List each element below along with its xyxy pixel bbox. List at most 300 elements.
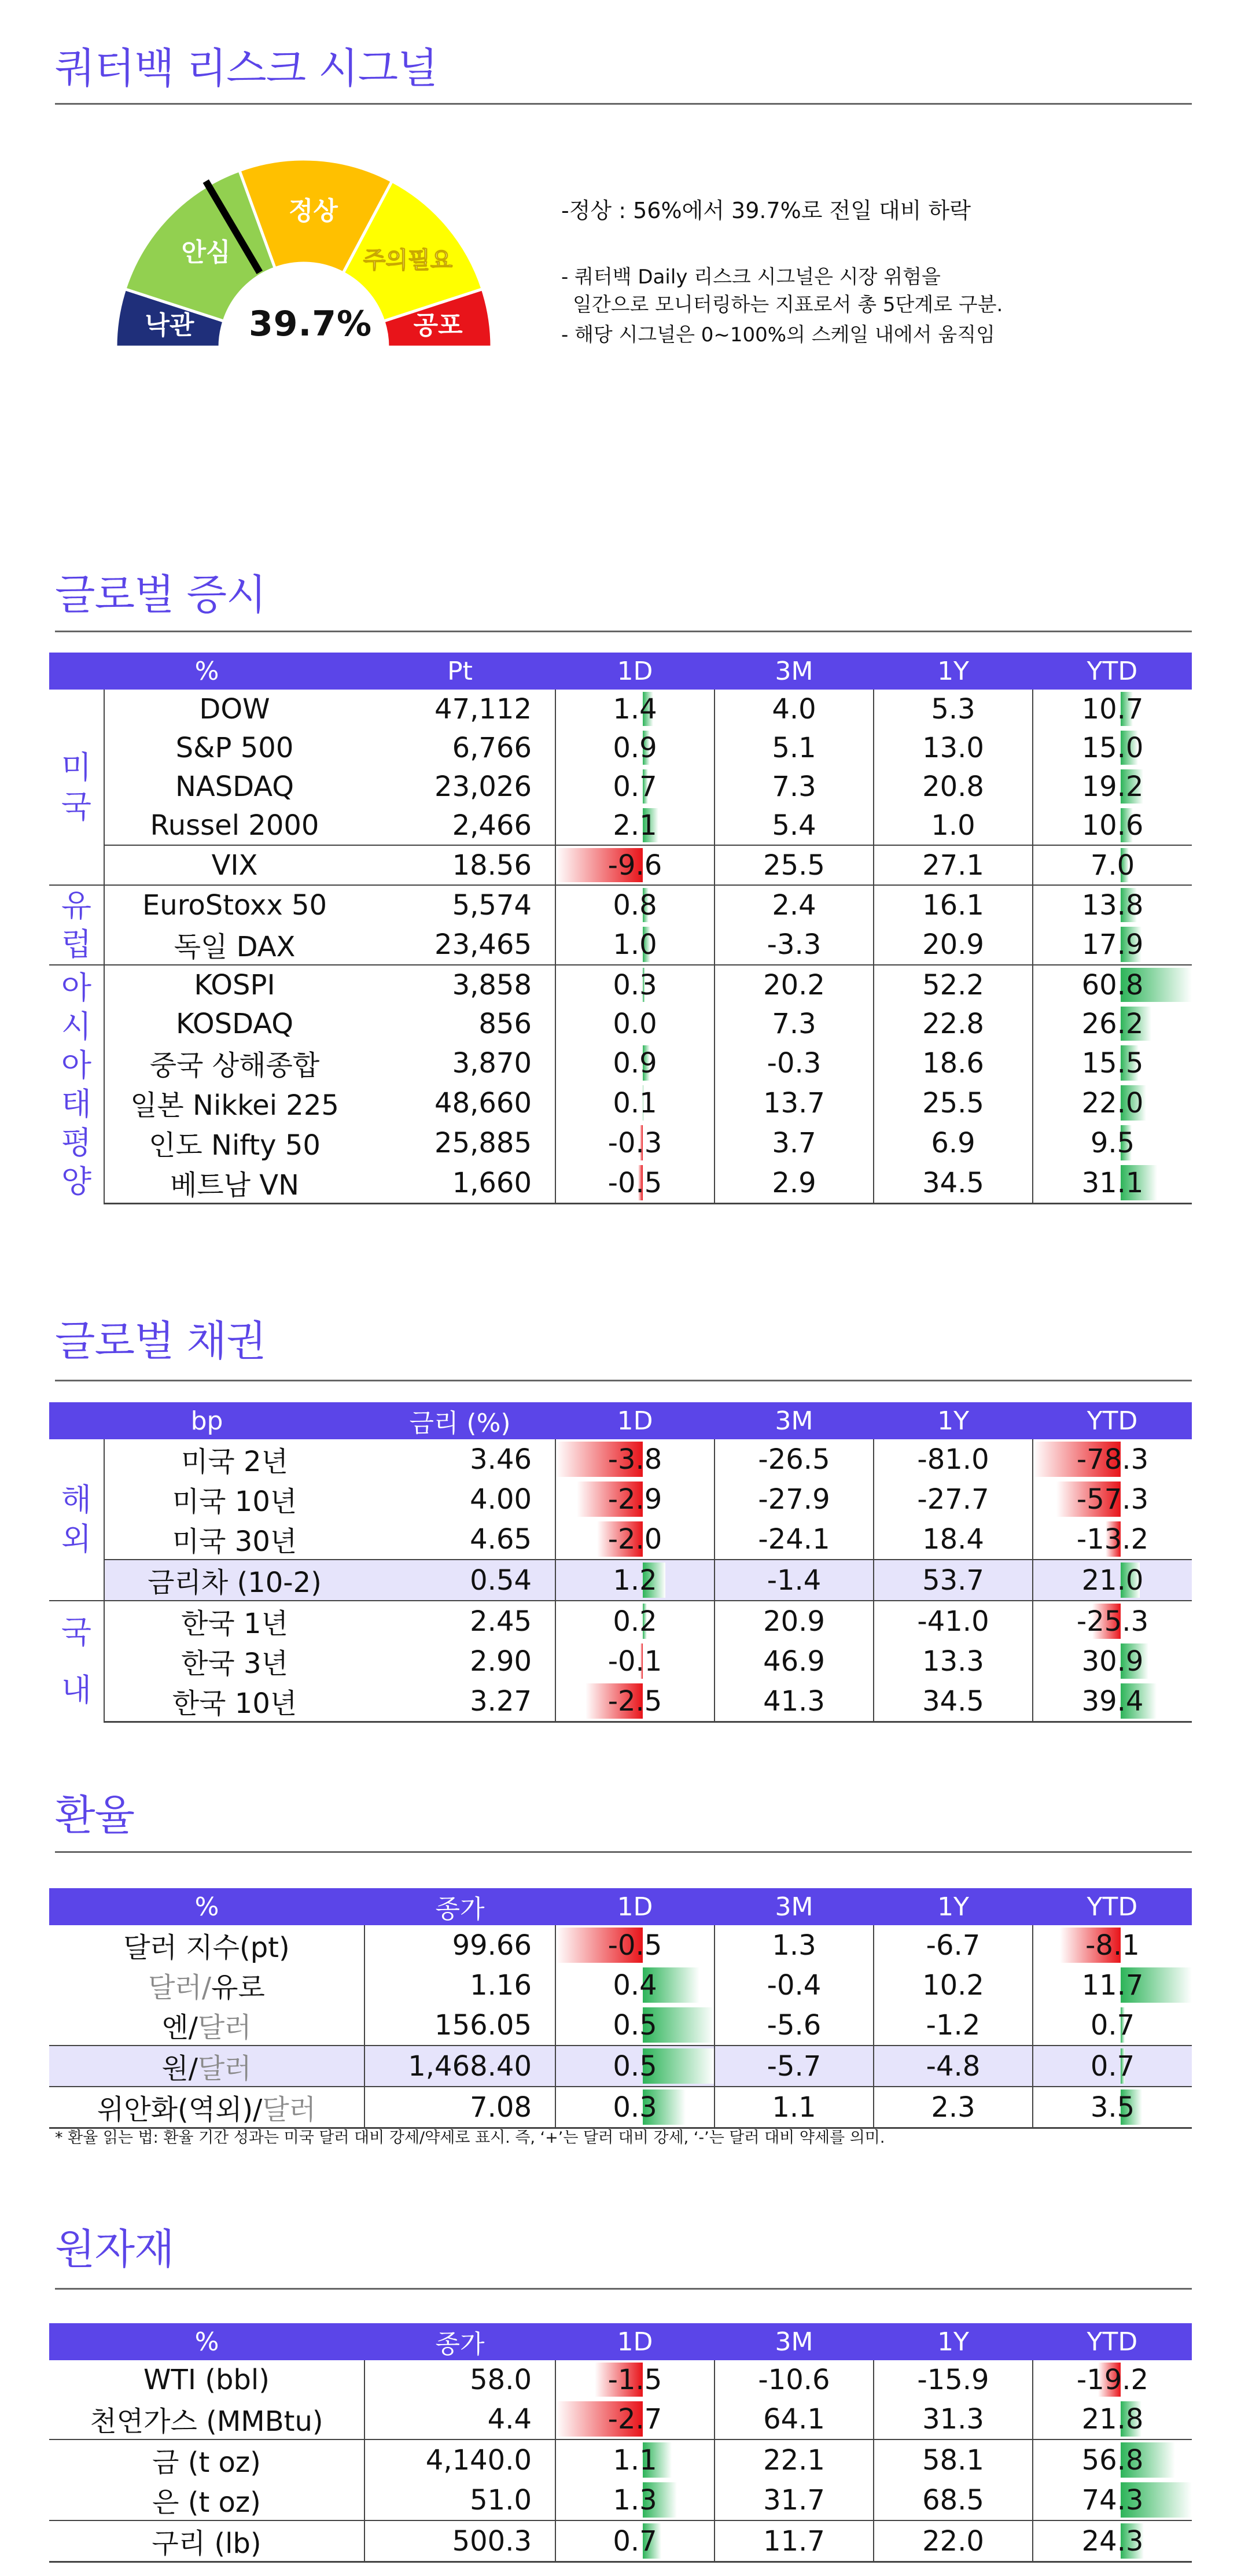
bar-value: 7.0 xyxy=(1090,849,1135,882)
value-cell: 20.2 xyxy=(715,965,874,1004)
bonds-table xyxy=(49,1402,1192,1723)
value-cell: 베트남 VN xyxy=(104,1163,364,1204)
value-cell: 22.1 xyxy=(715,2439,874,2480)
bar-value: -2.7 xyxy=(607,2402,662,2435)
value-cell: -81.0 xyxy=(874,1439,1033,1479)
value-cell: 58.0 xyxy=(364,2360,555,2399)
bar-value: 3.5 xyxy=(1090,2091,1135,2124)
bar-value: 0.7 xyxy=(1090,2050,1135,2083)
col-header: 3M xyxy=(715,1888,874,1925)
bar-cell xyxy=(555,1681,715,1722)
value-cell: 13.3 xyxy=(874,1641,1033,1681)
table-row xyxy=(49,2520,1192,2562)
table-row xyxy=(49,2087,1192,2128)
bar-value: 1.1 xyxy=(613,2444,657,2477)
bar-cell xyxy=(1033,1519,1192,1560)
value-cell: 은 (t oz) xyxy=(49,2480,364,2520)
value-cell: VIX xyxy=(104,845,364,885)
bar-cell xyxy=(555,690,715,728)
table-row xyxy=(49,2480,1192,2520)
value-cell: EuroStoxx 50 xyxy=(104,885,364,924)
bar-value: 0.3 xyxy=(613,968,657,1001)
bar-cell xyxy=(555,845,715,885)
value-cell: 20.8 xyxy=(874,767,1033,806)
fx-name xyxy=(49,2046,364,2087)
value-cell: 23,465 xyxy=(364,924,555,965)
value-cell: DOW xyxy=(199,692,270,725)
bar-value: 1.3 xyxy=(613,2483,657,2516)
bar-cell xyxy=(555,1560,715,1601)
bar-cell xyxy=(1033,1681,1192,1722)
table-row xyxy=(49,2360,1192,2399)
col-header: YTD xyxy=(1033,1402,1192,1439)
value-cell: 4.4 xyxy=(364,2399,555,2439)
bar-value: 60.8 xyxy=(1081,968,1144,1001)
value-cell: 64.1 xyxy=(715,2399,874,2439)
bar-value: 11.7 xyxy=(1081,1969,1144,2002)
col-header: 3M xyxy=(715,1402,874,1439)
bar-value: -13.2 xyxy=(1076,1523,1149,1556)
value-cell: 2.3 xyxy=(874,2087,1033,2128)
region-label: 미국 xyxy=(49,690,104,885)
table-row xyxy=(49,2439,1192,2480)
bonds-section-title: 글로벌 채권 xyxy=(55,1317,266,1365)
value-cell: 2,466 xyxy=(364,806,555,845)
gauge-label: 주의필요 xyxy=(363,246,453,274)
bar-cell xyxy=(1033,1083,1192,1123)
col-header: 3M xyxy=(715,2323,874,2360)
value-cell: 18.4 xyxy=(874,1519,1033,1560)
value-cell: -27.9 xyxy=(715,1479,874,1519)
table-row xyxy=(49,1163,1192,1204)
bar-value: 21.0 xyxy=(1081,1564,1144,1597)
bar-value: 1.4 xyxy=(613,692,657,725)
bar-cell xyxy=(1033,1479,1192,1519)
bar-value: 10.6 xyxy=(1081,809,1144,842)
value-cell: 1.3 xyxy=(715,1925,874,1965)
bar-value: 22.0 xyxy=(1081,1086,1144,1119)
value-cell: 4,140.0 xyxy=(364,2439,555,2480)
value-cell: 34.5 xyxy=(874,1681,1033,1722)
region-label: 해외 xyxy=(49,1439,104,1601)
value-cell: 5,574 xyxy=(364,885,555,924)
bar-value: 0.2 xyxy=(613,1605,657,1638)
risk-note-main: -정상 : 56%에서 39.7%로 전일 대비 하락 xyxy=(561,198,971,223)
value-cell: 7.3 xyxy=(715,1004,874,1043)
value-cell: 5.4 xyxy=(715,806,874,845)
value-cell: 4.65 xyxy=(364,1519,555,1560)
value-cell: 1,660 xyxy=(364,1163,555,1204)
bar-cell xyxy=(1033,2439,1192,2480)
bar-cell xyxy=(555,2046,715,2087)
value-cell: 41.3 xyxy=(715,1681,874,1722)
bar-value: -0.3 xyxy=(607,1126,662,1159)
bar-value: -3.8 xyxy=(607,1443,662,1476)
value-cell: 천연가스 (MMBtu) xyxy=(49,2399,364,2439)
value-cell: 금리차 (10-2) xyxy=(104,1560,364,1601)
value-cell: 31.7 xyxy=(715,2480,874,2520)
value-cell: -1.2 xyxy=(874,2005,1033,2046)
divider xyxy=(55,1380,1192,1381)
table-row xyxy=(49,1965,1192,2005)
value-cell: 13.7 xyxy=(715,1083,874,1123)
bar-cell xyxy=(1033,1163,1192,1204)
bar-value: 0.3 xyxy=(613,2091,657,2124)
bar-cell xyxy=(555,1163,715,1204)
fx-footnote: * 환율 읽는 법: 환율 기간 성과는 미국 달러 대비 강세/약세로 표시. 즉, ‘+’는 달러 대비 강세, ‘-’는 달러 대비 약세를 의미. xyxy=(55,2129,885,2147)
value-cell: 독일 DAX xyxy=(174,931,296,963)
value-cell: 5.1 xyxy=(715,728,874,767)
col-header: YTD xyxy=(1033,2323,1192,2360)
value-cell: 20.9 xyxy=(874,924,1033,965)
value-cell: 0.54 xyxy=(364,1560,555,1601)
value-cell: 6,766 xyxy=(364,728,555,767)
value-cell: -4.8 xyxy=(874,2046,1033,2087)
value-cell: 68.5 xyxy=(874,2480,1033,2520)
bar-value: 31.1 xyxy=(1081,1166,1144,1199)
value-cell: 27.1 xyxy=(874,845,1033,885)
fx-name-part: 달러 xyxy=(197,2011,252,2044)
fx-name xyxy=(49,1965,364,2005)
value-cell: 한국 3년 xyxy=(181,1648,288,1680)
table-row xyxy=(49,845,1192,885)
value-cell: 18.56 xyxy=(364,845,555,885)
table-row xyxy=(49,2046,1192,2087)
value-cell: 한국 1년 xyxy=(104,1601,364,1641)
bar-value: 13.8 xyxy=(1081,889,1144,922)
value-cell: 22.0 xyxy=(874,2520,1033,2562)
bar-cell xyxy=(555,1479,715,1519)
value-cell: -15.9 xyxy=(874,2360,1033,2399)
bar-cell xyxy=(555,1123,715,1163)
table-row xyxy=(49,924,1192,965)
value-cell: 7.08 xyxy=(364,2087,555,2128)
risk-note-2: - 해당 시그널은 0~100%의 스케일 내에서 움직임 xyxy=(561,323,995,347)
risk-section-title: 쿼터백 리스크 시그널 xyxy=(55,44,437,93)
table-row xyxy=(49,1004,1192,1043)
value-cell: 46.9 xyxy=(715,1641,874,1681)
bar-cell xyxy=(555,728,715,767)
bar-cell xyxy=(1033,1043,1192,1083)
value-cell: 156.05 xyxy=(364,2005,555,2046)
divider xyxy=(55,1851,1192,1853)
value-cell: KOSDAQ xyxy=(176,1007,293,1040)
bar-cell xyxy=(555,2520,715,2562)
value-cell: 500.3 xyxy=(364,2520,555,2562)
gauge-label: 공포 xyxy=(413,311,463,341)
bar-value: 0.4 xyxy=(613,1969,657,2002)
table-row xyxy=(49,1641,1192,1681)
value-cell: 6.9 xyxy=(874,1123,1033,1163)
value-cell: 1.0 xyxy=(874,806,1033,845)
value-cell: 미국 10년 xyxy=(172,1486,297,1518)
value-cell: 25.5 xyxy=(874,1083,1033,1123)
bar-cell xyxy=(1033,767,1192,806)
bar-cell xyxy=(1033,2520,1192,2562)
bar-cell xyxy=(555,1083,715,1123)
bar-value: -0.5 xyxy=(607,1166,662,1199)
equity-table xyxy=(49,653,1192,1204)
fx-section-title: 환율 xyxy=(55,1791,135,1840)
value-cell: 1.16 xyxy=(364,1965,555,2005)
bar-value: -2.0 xyxy=(607,1523,662,1556)
value-cell: 미국 2년 xyxy=(181,1446,288,1478)
value-cell: 2.4 xyxy=(715,885,874,924)
bar-cell xyxy=(555,924,715,965)
bar-value: -0.1 xyxy=(607,1645,662,1678)
col-header: 1Y xyxy=(874,653,1033,690)
bar-value: 0.7 xyxy=(613,770,657,803)
value-cell: 47,112 xyxy=(364,690,555,728)
table-row xyxy=(49,2005,1192,2046)
value-cell: KOSPI xyxy=(104,965,364,1004)
col-header: Pt xyxy=(364,653,555,690)
value-cell: -0.3 xyxy=(715,1043,874,1083)
bar-cell xyxy=(1033,965,1192,1004)
value-cell: 2.9 xyxy=(715,1163,874,1204)
value-cell: 52.2 xyxy=(874,965,1033,1004)
bar-cell xyxy=(555,965,715,1004)
value-cell: 3,870 xyxy=(364,1043,555,1083)
bar-value: 10.7 xyxy=(1081,692,1144,725)
table-row xyxy=(49,767,1192,806)
bar-cell xyxy=(555,1601,715,1641)
bar-cell xyxy=(555,2399,715,2439)
value-cell: -6.7 xyxy=(874,1925,1033,1965)
value-cell: 4.00 xyxy=(364,1479,555,1519)
region-label: 국내 xyxy=(49,1601,104,1722)
bar-value: 17.9 xyxy=(1081,928,1144,961)
bar-value: -9.6 xyxy=(607,849,662,882)
bar-value: 19.2 xyxy=(1081,770,1144,803)
table-row xyxy=(49,1519,1192,1560)
bar-cell xyxy=(1033,2480,1192,2520)
fx-name-part: 달러/ xyxy=(148,1971,212,2004)
bar-cell xyxy=(1033,1560,1192,1601)
bar-value: 0.0 xyxy=(613,1007,657,1040)
bar-cell xyxy=(1033,885,1192,924)
bar-value: 2.1 xyxy=(613,809,657,842)
value-cell: 18.6 xyxy=(874,1043,1033,1083)
bar-value: 39.4 xyxy=(1081,1685,1144,1718)
value-cell: -0.4 xyxy=(715,1965,874,2005)
bar-cell xyxy=(555,885,715,924)
fx-name-part: 원/ xyxy=(161,2052,198,2085)
table-row xyxy=(49,1560,1192,1601)
bar-cell xyxy=(1033,924,1192,965)
fx-name-part: 달러 지수(pt) xyxy=(123,1932,290,1964)
bar-cell xyxy=(555,2360,715,2399)
bar-value: 0.5 xyxy=(613,2050,657,2083)
value-cell: 48,660 xyxy=(364,1083,555,1123)
commodities-section-title: 원자재 xyxy=(55,2225,174,2273)
table-row xyxy=(49,965,1192,1004)
fx-table xyxy=(49,1888,1192,2129)
col-header: bp xyxy=(49,1402,364,1439)
table-row xyxy=(49,1681,1192,1722)
fx-name-part: 유로 xyxy=(211,1971,265,2004)
table-row xyxy=(49,690,1192,728)
bar-value: -8.1 xyxy=(1085,1929,1140,1962)
value-cell: 3.27 xyxy=(364,1681,555,1722)
col-header: % xyxy=(49,2323,364,2360)
bar-cell xyxy=(1033,1439,1192,1479)
bar-cell xyxy=(555,2480,715,2520)
bar-value: 24.3 xyxy=(1081,2525,1144,2557)
risk-value: 39.7% xyxy=(249,304,373,344)
region-label: 유럽 xyxy=(49,885,104,965)
value-cell: Russel 2000 xyxy=(150,809,319,842)
value-cell: -10.6 xyxy=(715,2360,874,2399)
bar-cell xyxy=(1033,690,1192,728)
bar-cell xyxy=(555,1004,715,1043)
fx-name xyxy=(49,2005,364,2046)
bar-value: -25.3 xyxy=(1076,1605,1149,1638)
bar-cell xyxy=(1033,1641,1192,1681)
table-row xyxy=(49,1601,1192,1641)
bar-cell xyxy=(555,1439,715,1479)
col-header: YTD xyxy=(1033,653,1192,690)
bar-value: 0.7 xyxy=(613,2525,657,2557)
value-cell: 3.46 xyxy=(364,1439,555,1479)
bar-value: -19.2 xyxy=(1076,2363,1149,2396)
value-cell: 22.8 xyxy=(874,1004,1033,1043)
col-header: 금리 (%) xyxy=(364,1402,555,1439)
bar-cell xyxy=(555,1925,715,1965)
bar-value: 15.5 xyxy=(1081,1046,1144,1079)
value-cell: 10.2 xyxy=(874,1965,1033,2005)
col-header: 1Y xyxy=(874,2323,1033,2360)
value-cell: 13.0 xyxy=(874,728,1033,767)
bar-cell xyxy=(1033,2087,1192,2128)
table-row xyxy=(49,1123,1192,1163)
value-cell: 2.90 xyxy=(364,1641,555,1681)
bar-value: 21.8 xyxy=(1081,2402,1144,2435)
value-cell: -24.1 xyxy=(715,1519,874,1560)
table-row xyxy=(49,1043,1192,1083)
bar-value: 0.8 xyxy=(613,889,657,922)
fx-name xyxy=(49,1925,364,1965)
fx-name xyxy=(49,2087,364,2128)
value-cell: 16.1 xyxy=(874,885,1033,924)
gauge-label: 정상 xyxy=(288,196,338,226)
value-cell: 미국 30년 xyxy=(172,1525,297,1558)
col-header: 종가 xyxy=(364,1888,555,1925)
value-cell: 중국 상해종합 xyxy=(149,1049,320,1082)
fx-name-part: 위안화(역외)/ xyxy=(97,2094,263,2126)
divider xyxy=(55,2288,1192,2290)
bar-cell xyxy=(1033,1601,1192,1641)
bar-cell xyxy=(1033,845,1192,885)
value-cell: -26.5 xyxy=(715,1439,874,1479)
bar-cell xyxy=(1033,806,1192,845)
bar-value: 26.2 xyxy=(1081,1007,1144,1040)
bar-cell xyxy=(555,2087,715,2128)
value-cell: 99.66 xyxy=(364,1925,555,1965)
value-cell: 1.1 xyxy=(715,2087,874,2128)
value-cell: 5.3 xyxy=(874,690,1033,728)
bar-cell xyxy=(555,767,715,806)
value-cell: -5.6 xyxy=(715,2005,874,2046)
bar-cell xyxy=(1033,1965,1192,2005)
bar-value: -57.3 xyxy=(1076,1483,1149,1516)
value-cell: 4.0 xyxy=(715,690,874,728)
bar-cell xyxy=(555,1043,715,1083)
value-cell: 구리 (lb) xyxy=(49,2520,364,2562)
bar-value: 56.8 xyxy=(1081,2444,1144,2477)
value-cell: 20.9 xyxy=(715,1601,874,1641)
risk-note-1b: 일간으로 모니터링하는 지표로서 총 5단계로 구분. xyxy=(573,293,1003,316)
divider xyxy=(55,103,1192,105)
value-cell: 25.5 xyxy=(715,845,874,885)
value-cell: 25,885 xyxy=(364,1123,555,1163)
commodities-table xyxy=(49,2323,1192,2563)
table-row xyxy=(49,885,1192,924)
bar-cell xyxy=(555,2005,715,2046)
bar-cell xyxy=(1033,2005,1192,2046)
value-cell: 31.3 xyxy=(874,2399,1033,2439)
value-cell: 3,858 xyxy=(364,965,555,1004)
value-cell: -3.3 xyxy=(715,924,874,965)
value-cell: 한국 10년 xyxy=(104,1681,364,1722)
bar-value: 0.9 xyxy=(613,1046,657,1079)
value-cell: 금 (t oz) xyxy=(49,2439,364,2480)
bar-value: -1.5 xyxy=(607,2363,662,2396)
value-cell: -41.0 xyxy=(874,1601,1033,1641)
bar-cell xyxy=(1033,1925,1192,1965)
bar-value: 15.0 xyxy=(1081,731,1144,764)
bar-value: 0.7 xyxy=(1090,2009,1135,2041)
bar-cell xyxy=(555,806,715,845)
col-header: % xyxy=(49,653,364,690)
bar-value: -78.3 xyxy=(1076,1443,1149,1476)
value-cell: NASDAQ xyxy=(175,770,294,803)
value-cell: 51.0 xyxy=(364,2480,555,2520)
bar-cell xyxy=(1033,2399,1192,2439)
bar-value: -2.5 xyxy=(607,1685,662,1718)
bar-value: 1.0 xyxy=(613,928,657,961)
gauge-label: 낙관 xyxy=(145,311,194,341)
gauge-label: 안심 xyxy=(181,237,231,267)
table-row xyxy=(49,728,1192,767)
bar-value: 0.5 xyxy=(613,2009,657,2041)
value-cell: 2.45 xyxy=(364,1601,555,1641)
col-header: YTD xyxy=(1033,1888,1192,1925)
col-header: 1D xyxy=(555,2323,715,2360)
fx-name-part: 달러 xyxy=(197,2052,252,2085)
bar-value: 1.2 xyxy=(613,1564,657,1597)
bar-cell xyxy=(1033,1004,1192,1043)
bar-value: -0.5 xyxy=(607,1929,662,1962)
value-cell: 23,026 xyxy=(364,767,555,806)
value-cell: -5.7 xyxy=(715,2046,874,2087)
col-header: 1D xyxy=(555,653,715,690)
col-header: 1Y xyxy=(874,1402,1033,1439)
bar-value: 9.5 xyxy=(1090,1126,1135,1159)
bar-cell xyxy=(1033,2360,1192,2399)
value-cell: 인도 Nifty 50 xyxy=(149,1129,321,1162)
risk-note-1a: - 쿼터백 Daily 리스크 시그널은 시장 위험을 xyxy=(561,266,941,289)
fx-name-part: 달러 xyxy=(262,2094,316,2126)
value-cell: 3.7 xyxy=(715,1123,874,1163)
value-cell: 856 xyxy=(364,1004,555,1043)
bar-value: 74.3 xyxy=(1081,2483,1144,2516)
col-header: 종가 xyxy=(364,2323,555,2360)
value-cell: 58.1 xyxy=(874,2439,1033,2480)
table-row xyxy=(49,1925,1192,1965)
value-cell: -1.4 xyxy=(715,1560,874,1601)
table-row xyxy=(49,1479,1192,1519)
